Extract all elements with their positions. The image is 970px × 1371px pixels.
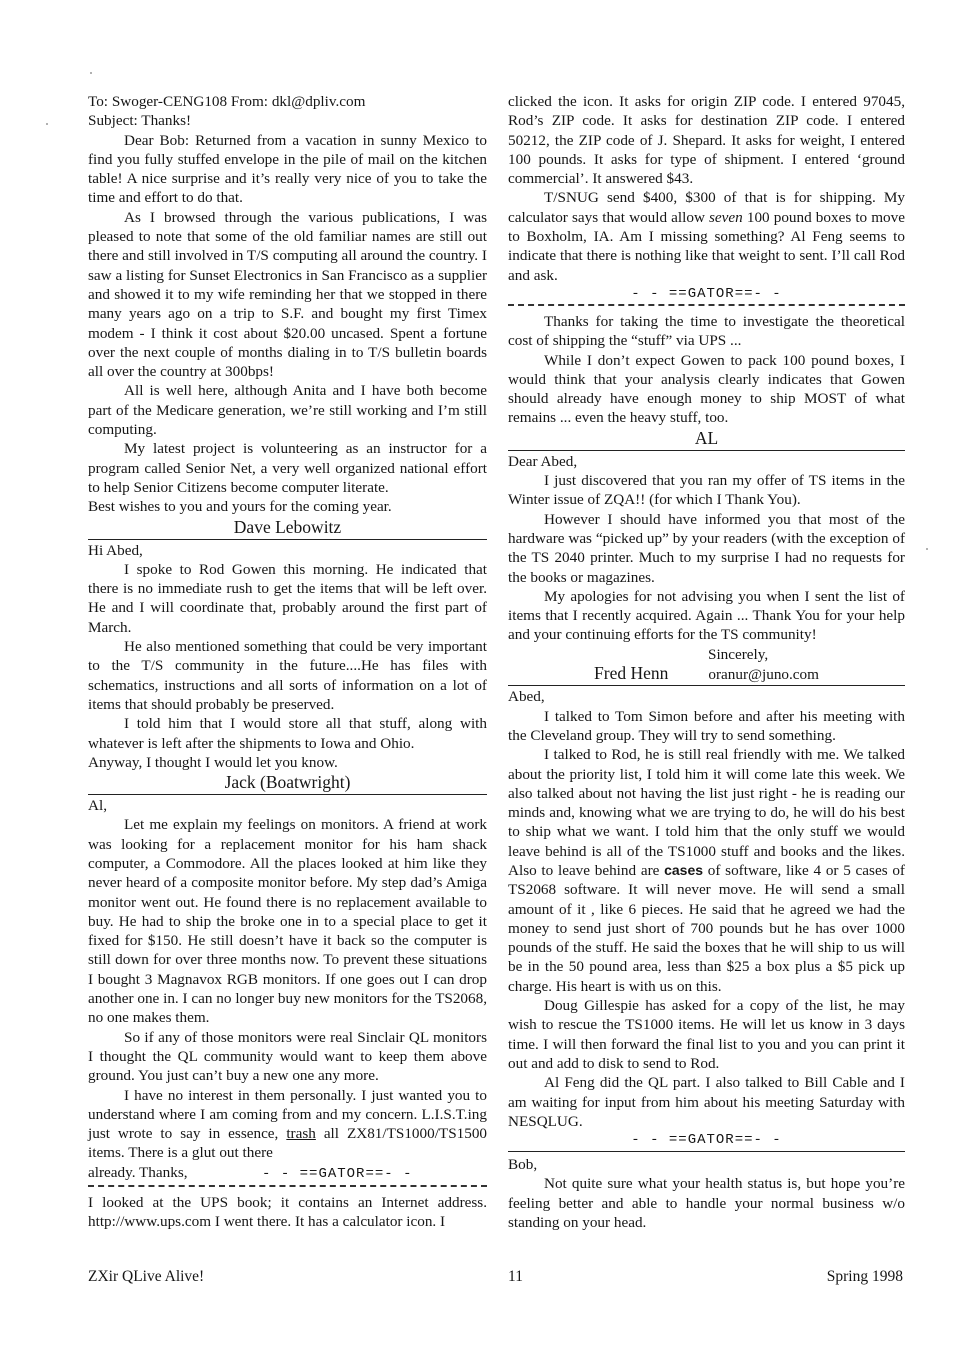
gator-separator: - - ==GATOR==- - [631,285,782,302]
text-span: 100 pound boxes to move to Boxholm, IA. Am I missing something? Al Feng seems to indicate that there is nothing like that weight to sent. I’ll call Rod and ask. [508,208,905,284]
letter-paragraph: Al Feng did the QL part. I also talked to Bill Cable and I am waiting for input from him about his meeting Saturday with NESQLUG. [508,1074,905,1130]
letter-paragraph: However I should have informed you that most of the hardware was “picked up” by your readers (with the exception of the TS 2040 printer. Much to my surprise I had no requests for the books or magazines. [508,510,905,586]
text-span: I talked to Rod, he is still real friendly with me. We talked about the priority list, I told him it will come late this week. We also talked about not having the list just right - he is reading our minds and, knowing what we are trying to do, he will do his best to ship what we want. I told him that the only stuff we would leave behind is all of the TS1000 stuff and books and the likes. Also to leave behind are [508,746,905,879]
letter-paragraph: Thanks for taking the time to investigate the theoretical cost of shipping the “stuff” via UPS ... [508,312,905,350]
letter-paragraph: I told him that I would store all that stuff, along with whatever is left after the shipments to Iowa and Ohio. [88,715,487,752]
dashed-divider [508,304,905,306]
text-span: of software, like 4 or 5 cases of TS2068 software. It will never move. He will send a small amount of it , like 6 pieces. He said that he agreed we had the money to send just short of 700 pounds but he has over 1000 pounds of the stuff. He said the boxes that he will ship to us will be in the 50 pound area, less than $25 a box plus a $5 pick up charge. His heart is with us on this. [508,861,905,995]
page-footer [88,1268,903,1286]
left-column [88,92,487,1232]
letter-greeting: Hi Abed, [88,541,143,559]
letter-paragraph [508,188,905,284]
letter-paragraph: All is well here, although Anita and I have both become part of the Medicare generation, we’re still working and I’m still computing. [88,382,487,439]
letter-paragraph: Not quite sure what your health status is, but hope you’re feeling better and able to handle your normal business w/o standing on your head. [508,1175,905,1232]
footer-publication: ZXir QLive Alive! [88,1268,205,1285]
underlined-word: trash [286,1125,316,1143]
letter-paragraph: My apologies for not advising you when I sent the list of items that I recently acquired. Again ... Thank You for your help and your continuing efforts for the TS community! [508,587,905,644]
signature-email: oranur@juno.com [708,666,819,684]
emphasized-word: seven [709,208,743,226]
bold-word: cases [664,861,704,878]
letter-sincerely: Sincerely, [708,645,769,663]
text-span: I have no interest in them personally. I just wanted you to understand where I am coming from and my concern. L.I.S.T.ing just wrote to say in essence, [88,1086,487,1143]
letter-greeting: Al, [88,797,107,815]
letter-paragraph: I looked at the UPS book; it contains an Internet address. http://www.ups.com I went there. It has a calculator icon. I [88,1194,487,1231]
footer-issue: Spring 1998 [826,1268,903,1285]
letter-closing: already. Thanks, [88,1163,188,1181]
letter-paragraph: As I browsed through the various publications, I was pleased to note that some of the old familiar names are still out there and still involved in T/S computing all around the country. I saw a listing for Sunset Electronics in San Francisco as a supplier and showed it to my wife reminding her that we stopped in there many years ago on a trip to S.F. and bought my first Timex modem - I think it cost about $20.00 uncased. Spent a fortune over the next couple of months dialing in to T/S bulletin boards all over the country at 300bps! [88,208,487,381]
scan-speck [90,72,92,74]
email-header-subject: Subject: Thanks! [88,112,192,130]
signature-dave-lebowitz: Dave Lebowitz [88,517,487,540]
letter-paragraph: I just discovered that you ran my offer of TS items in the Winter issue of ZQA!! (for which I Thank You). [508,472,905,509]
letter-paragraph [88,1086,487,1163]
letter-greeting: Bob, [508,1156,538,1174]
letter-paragraph: clicked the icon. It asks for origin ZIP code. I entered 97045, Rod’s ZIP code. It asks for destination ZIP code. I entered 50212, the ZIP code of J. Shepard. It asks for weight, I entered 100 pounds. It asks for type of shipment. I entered ‘ground commercial’. It answered $43. [508,93,905,188]
scan-speck [926,548,928,550]
letter-closing: Anyway, I thought I would let you know. [88,753,338,771]
letter-paragraph: I talked to Tom Simon before and after his meeting with the Cleveland group. They will try to send something. [508,707,905,744]
signature-jack-boatwright: Jack (Boatwright) [88,772,487,795]
signature-fred-henn [508,664,905,686]
letter-paragraph: Doug Gillespie has asked for a copy of the list, he may wish to rescue the TS1000 items. He will let us know in 3 days time. I will then forward the final list to you and you can print it out and add to disk to send to Rod. [508,997,905,1072]
letter-greeting: Abed, [508,688,545,706]
gator-separator: - - ==GATOR==- - [508,1131,905,1152]
letter-paragraph: He also mentioned something that could be very important to the T/S community in the future....He has files with schematics, instructions and all sorts of information on a lot of items that should probably be preserved. [88,638,487,713]
email-header-to: To: Swoger-CENG108 From: dkl@dpliv.com [88,93,366,110]
scan-speck [46,123,48,125]
letter-greeting: Dear Abed, [508,452,578,470]
gator-separator: - - ==GATOR==- - [262,1165,413,1182]
letter-paragraph: While I don’t expect Gowen to pack 100 pound boxes, I would think that your analysis clearly indicates that Gowen should already have enough money to ship MOST of what remains ... even the heavy stuff, too. [508,351,905,427]
signature-al: AL [508,428,905,451]
right-column [508,92,905,1232]
dashed-divider [88,1185,487,1187]
gator-separator-row [88,1163,487,1184]
letter-paragraph: Let me explain my feelings on monitors. A friend at work was looking for a replacement monitor for his ham shack computer, a Commodore. All the places looked at him like they never heard of a composite monitor before. My step dad’s Amiga monitor went out. He found there is no replacement available to buy. He had to ship the broke one in to a special place to get it fixed for $150. He still doesn’t have it back so the computer is still down for over three months now. To prevent these situations I bought 3 Magnavox RGB monitors. If one goes out I can drop another one in. I can no longer buy new monitors for the TS2068, no one makes them. [88,816,487,1027]
footer-page-number: 11 [508,1268,523,1285]
signature-name: Fred Henn [594,663,669,684]
letter-paragraph: Dear Bob: Returned from a vacation in sunny Mexico to find you fully stuffed envelope in the pile of mail on the kitchen table! A nice surprise and it’s really very nice of you to take the time and effort to do that. [88,131,487,207]
letter-paragraph: I spoke to Rod Gowen this morning. He indicated that there is no immediate rush to get the items that will be left over. He and I will coordinate that, probably around the first part of March. [88,560,487,636]
letter-closing: Best wishes to you and yours for the coming year. [88,498,392,516]
letter-paragraph: So if any of those monitors were real Sinclair QL monitors I thought the QL community would want to keep them above ground. You just can’t buy a new one any more. [88,1028,487,1085]
text-span: T/SNUG send $400, $300 of that is for shipping. My calculator says that would allow [508,189,905,226]
letter-paragraph [508,745,905,996]
text-span: all ZX81/TS1000/TS1500 items. There is a glut out there [88,1125,488,1162]
letter-paragraph: My latest project is volunteering as an instructor for a program called Senior Net, a very well organized national effort to help Senior Citizens become computer literate. [88,440,487,496]
